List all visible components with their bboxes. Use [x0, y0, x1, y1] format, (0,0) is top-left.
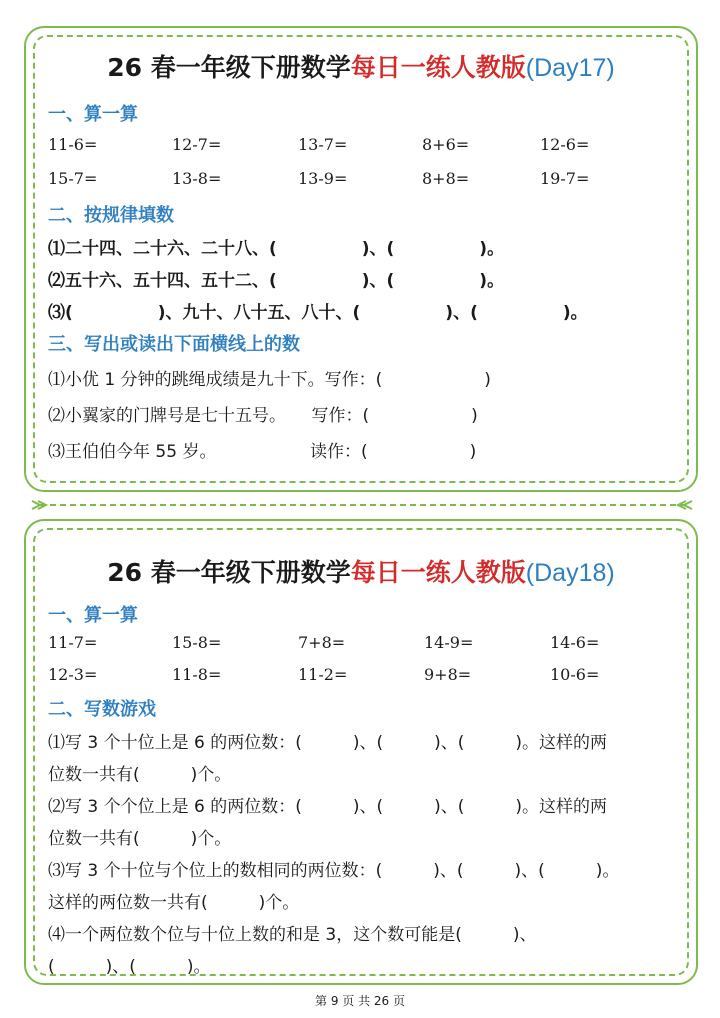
section-heading: 三、写出或读出下面横线上的数 — [48, 334, 300, 355]
title-grade: 26 春一年级下册数学 — [107, 558, 351, 587]
question-line: 位数一共有( )个。 — [48, 765, 232, 785]
question-line: 位数一共有( )个。 — [48, 829, 232, 849]
worksheet-title — [26, 48, 696, 84]
pattern-item: ⑴二十四、二十六、二十八、( )、( )。 — [48, 239, 505, 259]
calc-problem: 13-7= — [298, 135, 348, 154]
title-edition: 每日一练人教版 — [350, 53, 526, 82]
title-edition: 每日一练人教版 — [350, 558, 526, 587]
question-line: 这样的两位数一共有( )个。 — [48, 893, 300, 913]
calc-problem: 11-8= — [172, 665, 222, 684]
section-heading: 一、算一算 — [48, 104, 138, 125]
read-write-item: ⑶王伯伯今年 55 岁。 读作：( ) — [48, 442, 477, 462]
title-grade: 26 春一年级下册数学 — [107, 53, 351, 82]
question-line: ⑶写 3 个十位与个位上的数相同的两位数：( )、( )、( )。 — [48, 861, 620, 881]
read-write-item: ⑵小翼家的门牌号是七十五号。 写作：( ) — [48, 406, 478, 426]
section-heading: 一、算一算 — [48, 605, 138, 626]
calc-problem: 19-7= — [540, 169, 590, 188]
calc-problem: 11-2= — [298, 665, 348, 684]
section-heading: 二、写数游戏 — [48, 699, 156, 720]
worksheet-day18 — [24, 519, 698, 985]
calc-problem: 15-8= — [172, 633, 222, 652]
title-day: (Day17) — [525, 54, 615, 82]
calc-problem: 9+8= — [424, 665, 472, 684]
calc-problem: 15-7= — [48, 169, 98, 188]
question-line: ⑴写 3 个十位上是 6 的两位数：( )、( )、( )。这样的两 — [48, 733, 608, 753]
calc-problem: 14-6= — [550, 633, 600, 652]
title-day: (Day18) — [525, 559, 615, 587]
section-heading: 二、按规律填数 — [48, 205, 174, 226]
calc-problem: 7+8= — [298, 633, 346, 652]
calc-problem: 10-6= — [550, 665, 600, 684]
calc-problem: 11-6= — [48, 135, 98, 154]
read-write-item: ⑴小优 1 分钟的跳绳成绩是九十下。写作：( ) — [48, 370, 491, 390]
calc-problem: 8+8= — [422, 169, 470, 188]
page-footer: 第 9 页 共 26 页 — [315, 994, 405, 1008]
leaf-icon — [32, 501, 46, 509]
pattern-item: ⑵五十六、五十四、五十二、( )、( )。 — [48, 271, 505, 291]
worksheet-title — [26, 553, 696, 589]
leaf-icon — [678, 501, 692, 509]
calc-problem: 12-3= — [48, 665, 98, 684]
calc-problem: 12-7= — [172, 135, 222, 154]
calc-problem: 12-6= — [540, 135, 590, 154]
calc-problem: 14-9= — [424, 633, 474, 652]
divider-vine — [30, 498, 694, 512]
calc-problem: 11-7= — [48, 633, 98, 652]
calc-problem: 13-8= — [172, 169, 222, 188]
calc-problem: 8+6= — [422, 135, 470, 154]
calc-problem: 13-9= — [298, 169, 348, 188]
worksheet-day17 — [24, 26, 698, 492]
pattern-item: ⑶( )、九十、八十五、八十、( )、( )。 — [48, 303, 588, 323]
question-line: ⑵写 3 个个位上是 6 的两位数：( )、( )、( )。这样的两 — [48, 797, 608, 817]
question-line: ( )、( )。 — [48, 957, 211, 977]
question-line: ⑷一个两位数个位与十位上数的和是 3，这个数可能是( )、 — [48, 925, 537, 945]
